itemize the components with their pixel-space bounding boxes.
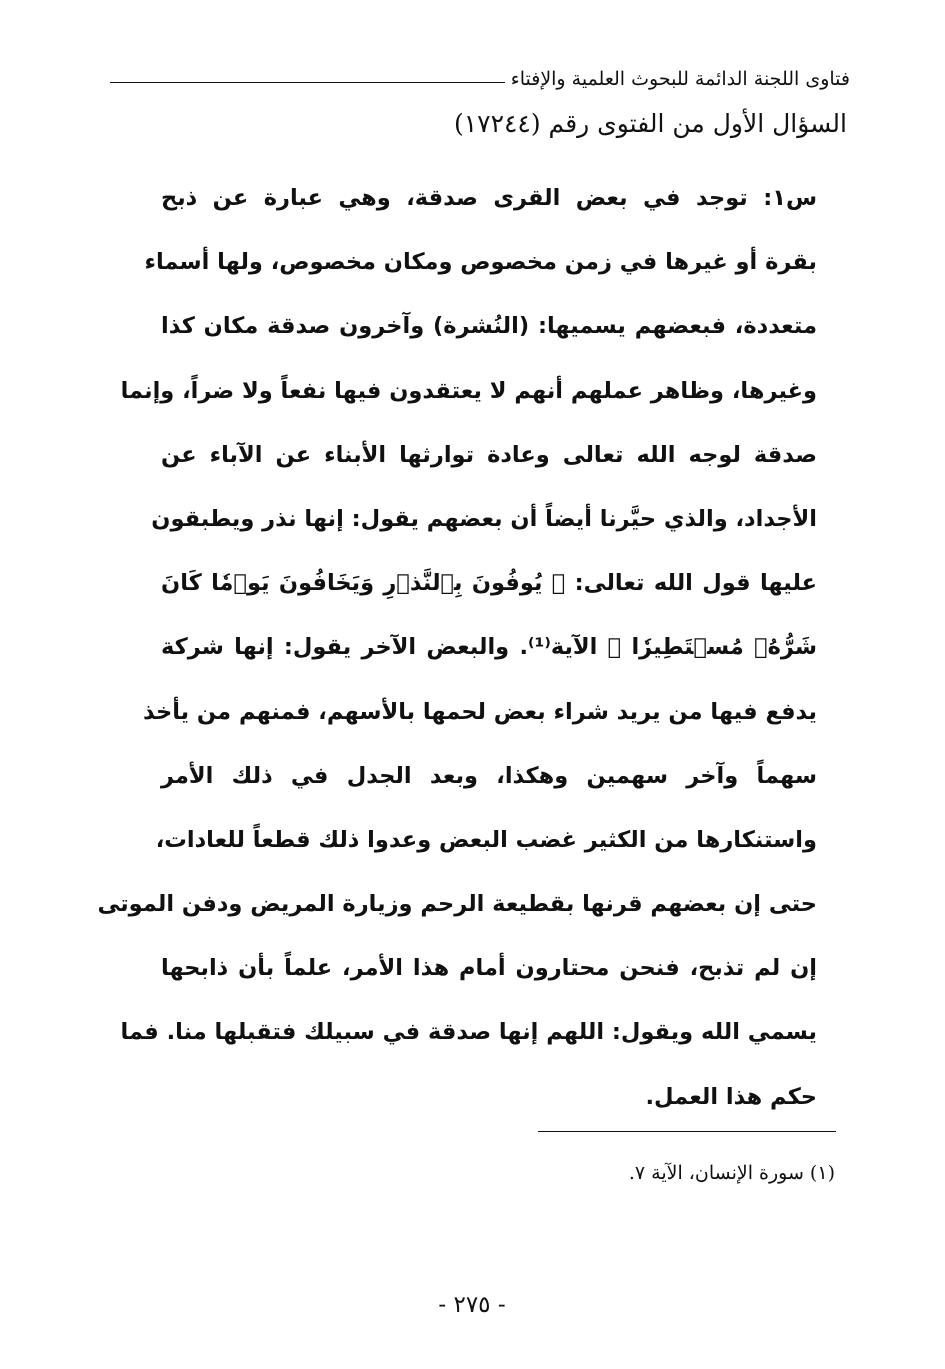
- question-heading: السؤال الأول من الفتوى رقم (١٧٢٤٤): [453, 109, 847, 138]
- body-line: متعددة، فبعضهم يسميها: (النُشرة) وآخرون صدقة مكان كذا: [161, 313, 817, 340]
- running-header-title: فتاوى اللجنة الدائمة للبحوث العلمية والإفتاء: [510, 68, 850, 90]
- body-line: واستنكارها من الكثير غضب البعض وعدوا ذلك قطعاً للعادات،: [155, 826, 817, 853]
- footnote-separator: [538, 1131, 836, 1132]
- body-line: حتى إن بعضهم قرنها بقطيعة الرحم وزيارة المريض ودفن الموتى: [97, 891, 817, 918]
- page-number: - ٢٧٥ -: [438, 1292, 506, 1318]
- body-line: إن لم تذبح، فنحن محتارون أمام هذا الأمر، علماً بأن ذابحها: [161, 955, 817, 982]
- body-line: بقرة أو غيرها في زمن مخصوص ومكان مخصوص، ولها أسماء: [144, 249, 817, 276]
- body-line: صدقة لوجه الله تعالى وعادة توارثها الأبناء عن الآباء عن: [161, 441, 817, 468]
- body-line: عليها قول الله تعالى: ﴿ يُوفُونَ بِٱلنَّذۡرِ وَيَخَافُونَ يَوۡمٗا كَانَ: [161, 570, 817, 597]
- body-line: شَرُّهُۥ مُسۡتَطِيرٗا ﴾ الآية⁽¹⁾. والبعض الآخر يقول: إنها شركة: [161, 634, 817, 661]
- fatwa-question-text: [97, 166, 817, 1129]
- footnote: (١) سورة الإنسان، الآية ٧.: [628, 1162, 835, 1184]
- body-line: يسمي الله ويقول: اللهم إنها صدقة في سبيلك فتقبلها منا. فما: [120, 1019, 817, 1046]
- body-line: يدفع فيها من يريد شراء بعض لحمها بالأسهم، فمنهم من يأخذ: [142, 698, 817, 725]
- running-header-rule: [110, 82, 505, 83]
- body-line: س١: توجد في بعض القرى صدقة، وهي عبارة عن ذبح: [161, 185, 817, 211]
- body-line: وغيرها، وظاهر عملهم أنهم لا يعتقدون فيها نفعاً ولا ضراً، وإنما: [120, 377, 817, 404]
- running-header: [110, 58, 850, 90]
- body-line: الأجداد، والذي حيَّرنا أيضاً أن بعضهم يقول: إنها نذر ويطبقون: [151, 505, 817, 532]
- body-line: حكم هذا العمل.: [645, 1083, 817, 1110]
- body-line: سهماً وآخر سهمين وهكذا، وبعد الجدل في ذلك الأمر: [161, 762, 817, 789]
